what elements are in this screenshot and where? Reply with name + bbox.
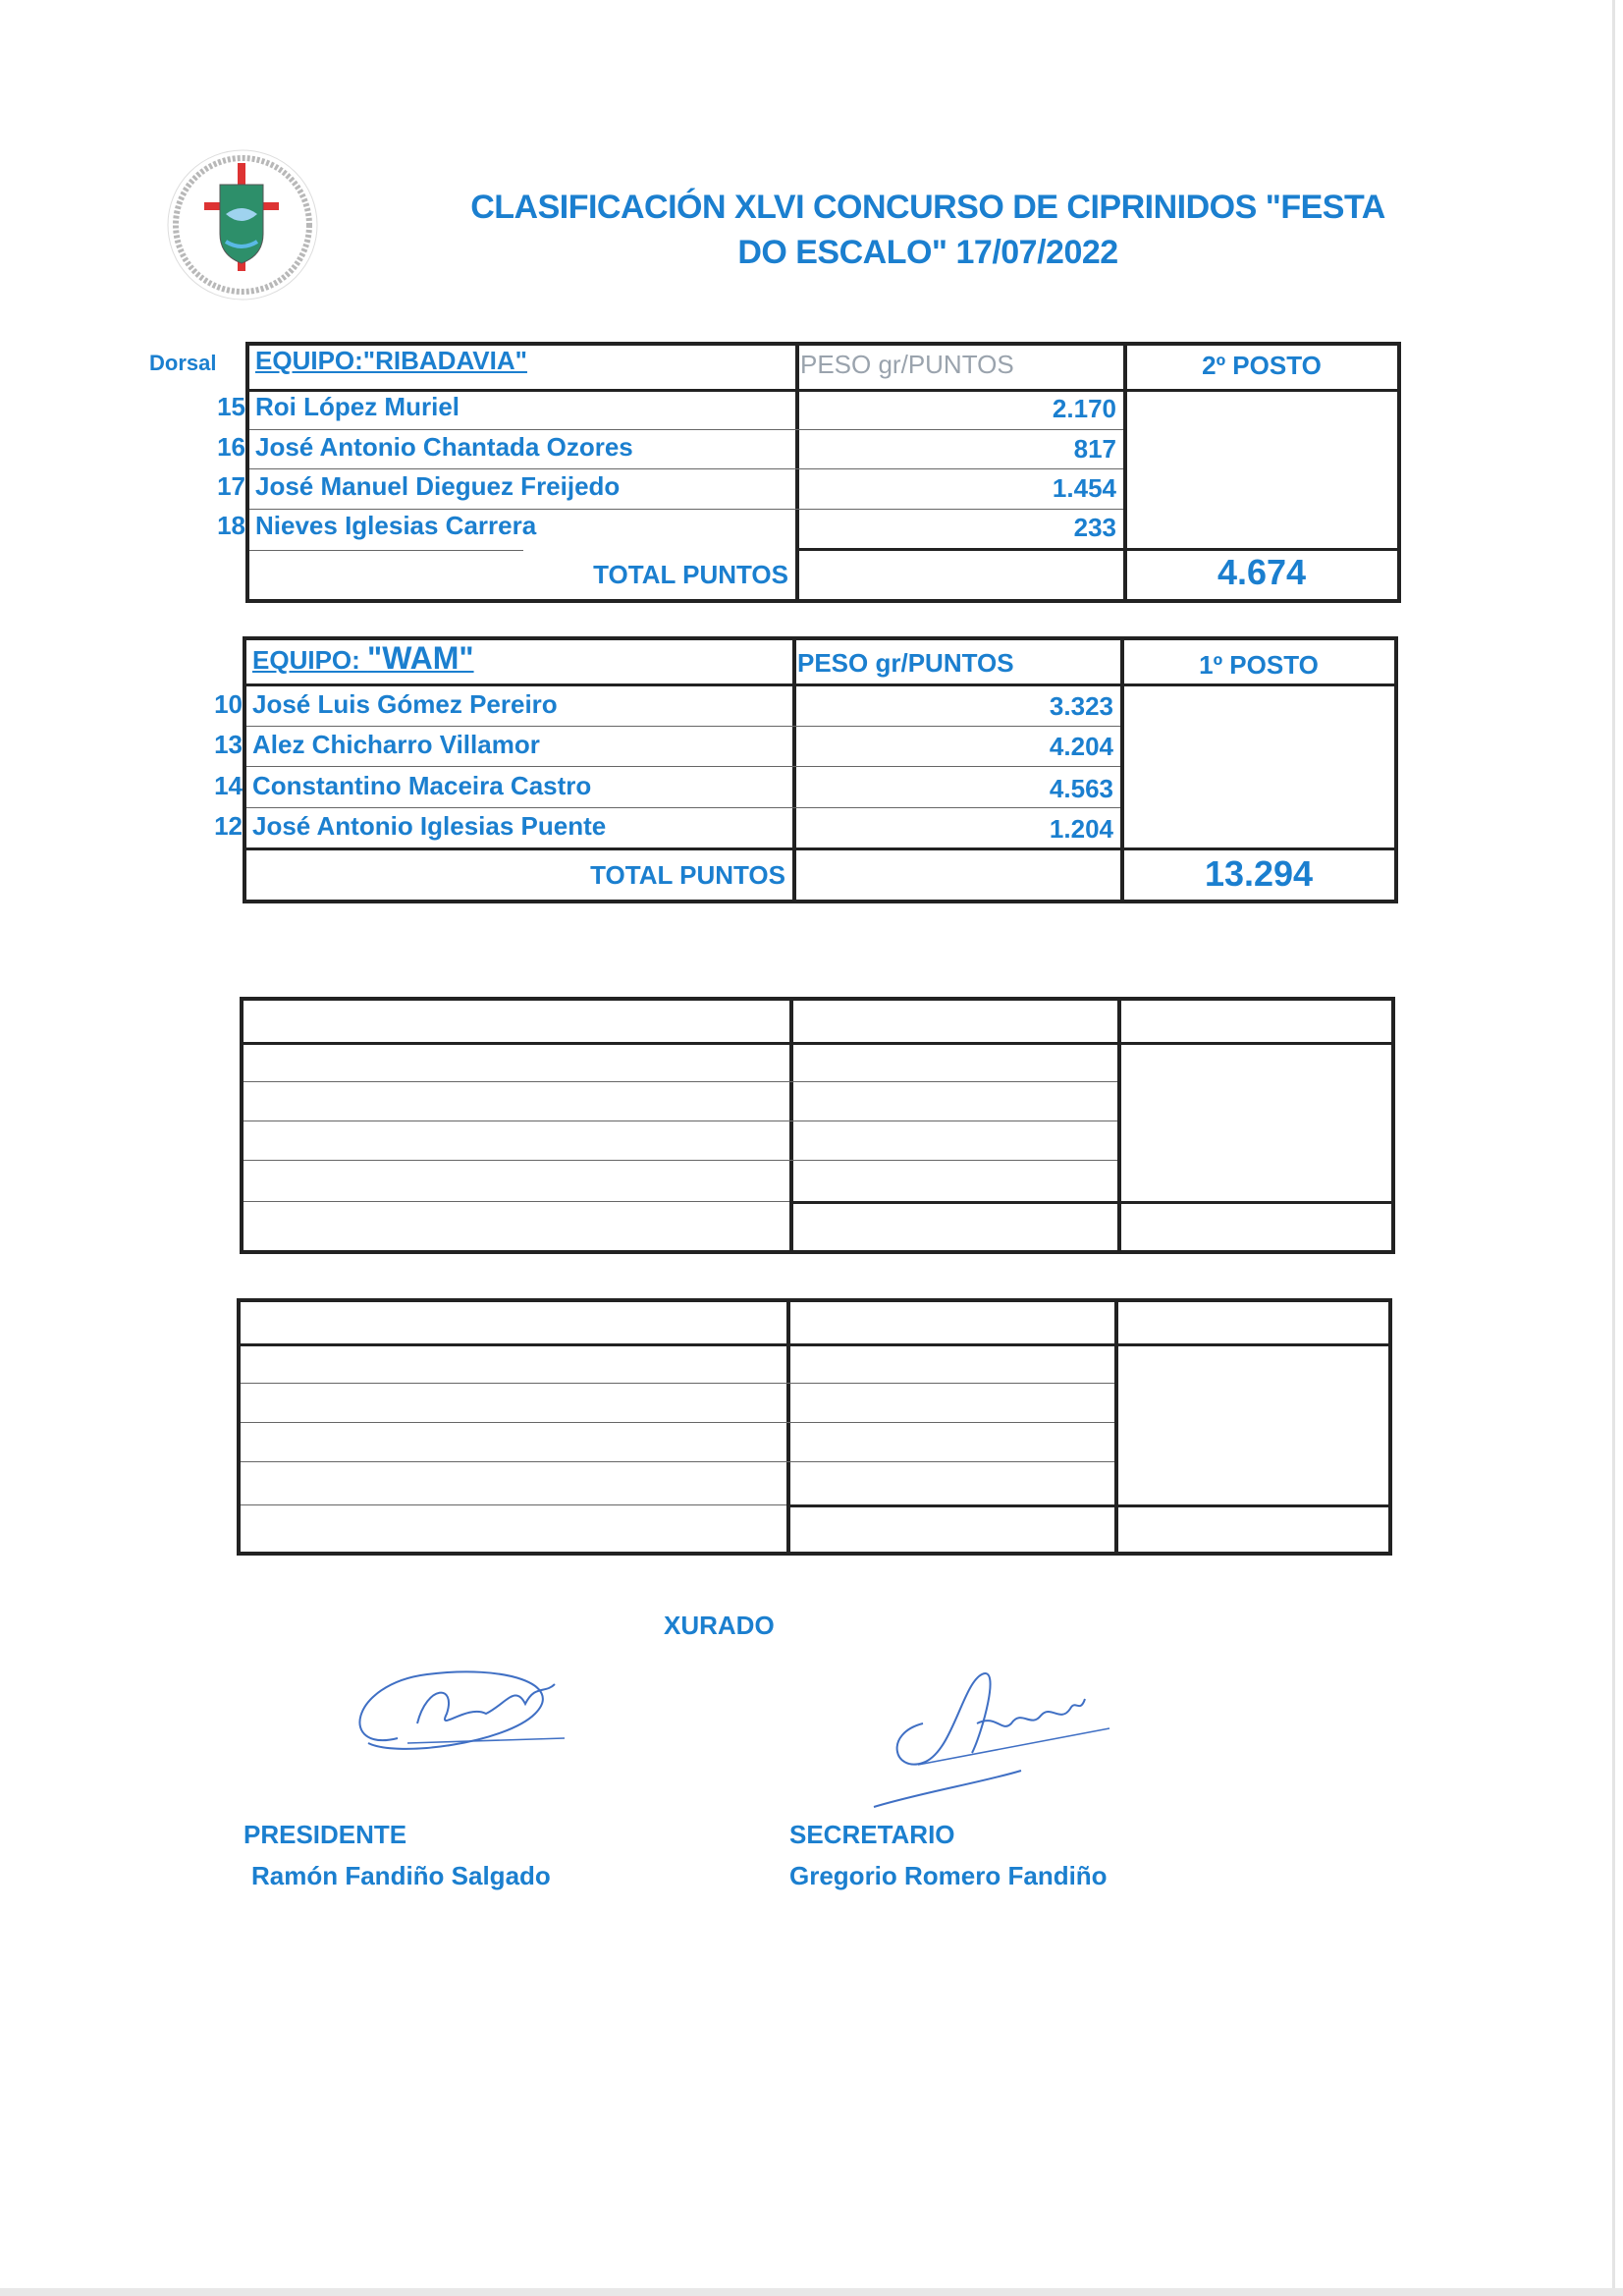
member-points: 4.563	[1049, 774, 1113, 803]
dorsal-number: 10	[214, 689, 243, 719]
jury-heading: XURADO	[664, 1611, 775, 1640]
secretary-signature	[864, 1655, 1119, 1812]
member-points: 2.170	[1052, 394, 1116, 423]
peso-header: PESO gr/PUNTOS	[797, 648, 1014, 678]
member-points: 4.204	[1049, 732, 1113, 761]
dorsal-number: 12	[214, 811, 243, 841]
member-name: José Luis Gómez Pereiro	[252, 689, 558, 719]
member-points: 1.204	[1049, 814, 1113, 844]
scan-edge-bottom	[0, 2288, 1623, 2296]
member-name: Roi López Muriel	[255, 392, 460, 421]
member-points: 3.323	[1049, 691, 1113, 721]
secretary-name: Gregorio Romero Fandiño	[789, 1861, 1108, 1890]
member-name: Nieves Iglesias Carrera	[255, 511, 537, 540]
peso-header: PESO gr/PUNTOS	[800, 350, 1014, 379]
dorsal-number: 15	[217, 392, 245, 421]
team-total: 13.294	[1204, 853, 1314, 894]
member-name: José Antonio Iglesias Puente	[252, 811, 607, 841]
member-name: José Antonio Chantada Ozores	[255, 432, 633, 462]
dorsal-number: 14	[214, 771, 243, 800]
member-name: José Manuel Dieguez Freijedo	[255, 471, 621, 501]
team-name-prefix: EQUIPO:	[252, 645, 368, 675]
team-name	[252, 640, 474, 678]
club-logo	[155, 145, 330, 304]
total-label: TOTAL PUNTOS	[590, 860, 785, 890]
dorsal-number: 18	[217, 511, 245, 540]
dorsal-number: 17	[217, 471, 245, 501]
title-line-2: DO ESCALO" 17/07/2022	[737, 234, 1118, 271]
dorsal-label: Dorsal	[149, 351, 217, 375]
dorsal-number: 13	[214, 730, 243, 759]
member-points: 233	[1073, 513, 1116, 542]
empty-team-table	[240, 997, 1395, 1254]
member-points: 1.454	[1052, 473, 1116, 503]
team-total: 4.674	[1217, 552, 1307, 592]
empty-team-table	[237, 1298, 1392, 1556]
dorsal-number: 16	[217, 432, 245, 462]
total-label: TOTAL PUNTOS	[593, 560, 788, 589]
member-name: Alez Chicharro Villamor	[252, 730, 540, 759]
scan-edge	[1612, 0, 1615, 2296]
president-role: PRESIDENTE	[243, 1820, 407, 1849]
member-points: 817	[1073, 434, 1116, 464]
document-title	[393, 185, 1463, 275]
secretary-role: SECRETARIO	[789, 1820, 955, 1849]
team-position: 1º POSTO	[1199, 650, 1319, 680]
title-line-1: CLASIFICACIÓN XLVI CONCURSO DE CIPRINIDOS "FESTA	[470, 189, 1385, 226]
president-name: Ramón Fandiño Salgado	[251, 1861, 551, 1890]
team-name-value: "WAM"	[367, 640, 474, 676]
member-name: Constantino Maceira Castro	[252, 771, 592, 800]
team-position: 2º POSTO	[1202, 351, 1322, 380]
president-signature	[339, 1645, 594, 1782]
team-name: EQUIPO:"RIBADAVIA"	[255, 346, 527, 375]
